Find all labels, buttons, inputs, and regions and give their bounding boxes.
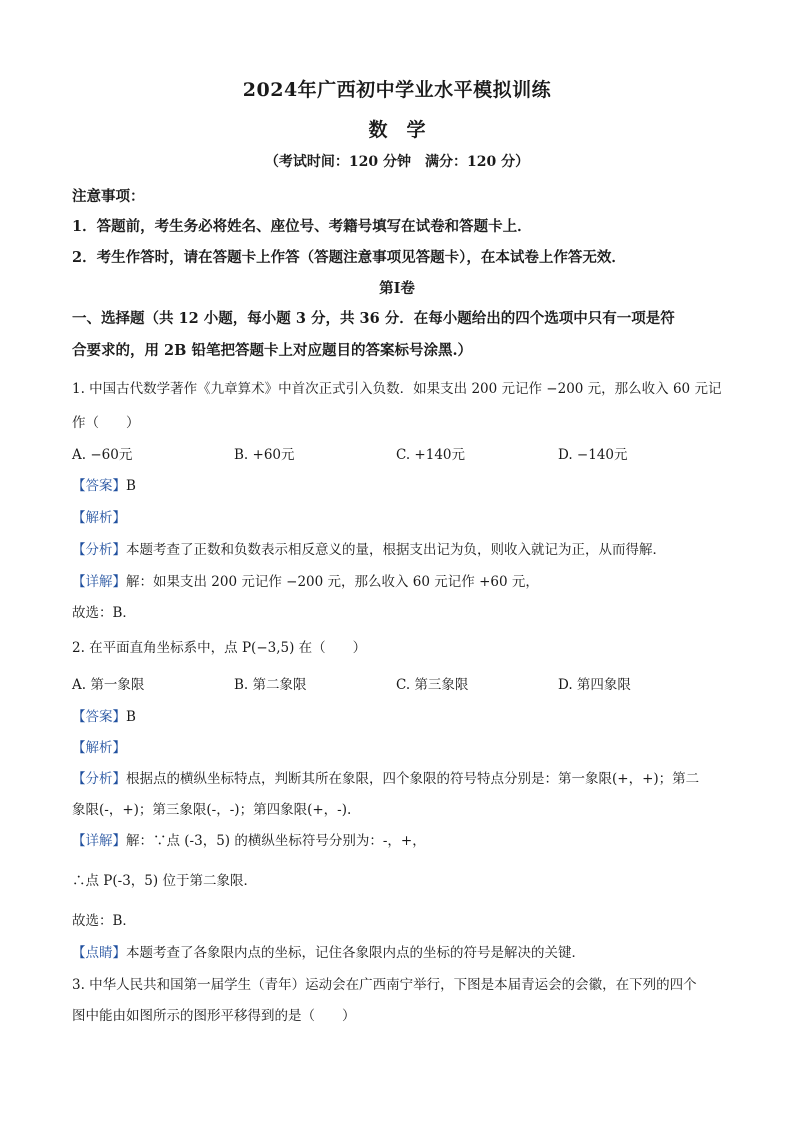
fenxi-tag: 【分析】 [72, 542, 126, 558]
q1-fenxi-text: 本题考查了正数和负数表示相反意义的量，根据支出记为负，则收入就记为正，从而得解． [126, 542, 666, 558]
note-item-1: 1．答题前，考生务必将姓名、座位号、考籍号填写在试卷和答题卡上． [72, 218, 532, 235]
q2-conclusion: 故选：B． [72, 913, 136, 929]
q2-dianjing [72, 941, 585, 961]
q2-therefore: ∴点 P(-3，5) 位于第二象限． [72, 873, 257, 889]
xiangjie-tag: 【详解】 [72, 574, 126, 590]
q3-stem-line1: 3. 中华人民共和国第一届学生（青年）运动会在广西南宁举行，下图是本届青运会的会徽，在下列的四个 [72, 977, 697, 993]
q2-option-d: D. 第四象限 [558, 677, 631, 693]
q2-answer-value: B [126, 709, 136, 725]
q2-xiangjie [72, 829, 426, 849]
q2-fenxi-line1 [72, 767, 699, 787]
q2-fenxi-text: 根据点的横纵坐标特点，判断其所在象限，四个象限的符号特点分别是：第一象限(+，+)；第二 [126, 771, 700, 787]
q1-stem-line2: 作（ ） [72, 415, 140, 431]
q2-fenxi-line2: 象限(-，+)；第三象限(-，-)；第四象限(+，-). [72, 802, 352, 818]
notes-heading: 注意事项： [72, 188, 145, 205]
q2-xiangjie-text: 解：∵点 (-3，5) 的横纵坐标符号分别为：-，+， [126, 833, 426, 849]
q1-option-b: B. +60元 [234, 447, 295, 463]
q2-dianjing-text: 本题考查了各象限内点的坐标，记住各象限内点的坐标的符号是解决的关键． [126, 945, 585, 961]
note-item-2: 2．考生作答时，请在答题卡上作答（答题注意事项见答题卡），在本试卷上作答无效． [72, 249, 626, 266]
q2-option-a: A. 第一象限 [72, 677, 145, 693]
q1-fenxi [72, 538, 666, 558]
q1-stem-line1: 1. 中国古代数学著作《九章算术》中首次正式引入负数．如果支出 200 元记作 −200 元，那么收入 60 元记 [72, 381, 722, 397]
q1-analysis-tag: 【解析】 [72, 510, 126, 526]
xiangjie-tag: 【详解】 [72, 833, 126, 849]
q1-answer-value: B [126, 478, 136, 494]
q3-stem-line2: 图中能由如图所示的图形平移得到的是（ ） [72, 1008, 356, 1024]
volume-label: 第Ⅰ卷 [379, 280, 415, 297]
q1-xiangjie [72, 570, 539, 590]
fenxi-tag: 【分析】 [72, 771, 126, 787]
answer-tag: 【答案】 [72, 478, 126, 494]
section-heading-line2: 合要求的，用 2B 铅笔把答题卡上对应题目的答案标号涂黑.） [72, 342, 472, 359]
subject-title: 数 学 [368, 119, 426, 141]
q1-option-c: C. +140元 [396, 447, 466, 463]
dianjing-tag: 【点睛】 [72, 945, 126, 961]
q1-answer [72, 474, 136, 494]
exam-title: 2024年广西初中学业水平模拟训练 [242, 79, 552, 101]
q2-option-b: B. 第二象限 [234, 677, 307, 693]
section-heading-line1: 一、选择题（共 12 小题，每小题 3 分，共 36 分．在每小题给出的四个选项中只有一项是符 [72, 310, 675, 327]
exam-info: （考试时间：120 分钟 满分：120 分） [264, 154, 530, 170]
answer-tag: 【答案】 [72, 709, 126, 725]
q1-conclusion: 故选：B． [72, 605, 136, 621]
q2-stem-line1: 2. 在平面直角坐标系中，点 P(−3,5) 在（ ） [72, 640, 367, 656]
q2-option-c: C. 第三象限 [396, 677, 469, 693]
q2-answer [72, 705, 136, 725]
q1-option-d: D. −140元 [558, 447, 628, 463]
q1-xiangjie-text: 解：如果支出 200 元记作 −200 元，那么收入 60 元记作 +60 元， [126, 574, 539, 590]
q1-option-a: A. −60元 [72, 447, 133, 463]
q2-analysis-tag: 【解析】 [72, 740, 126, 756]
